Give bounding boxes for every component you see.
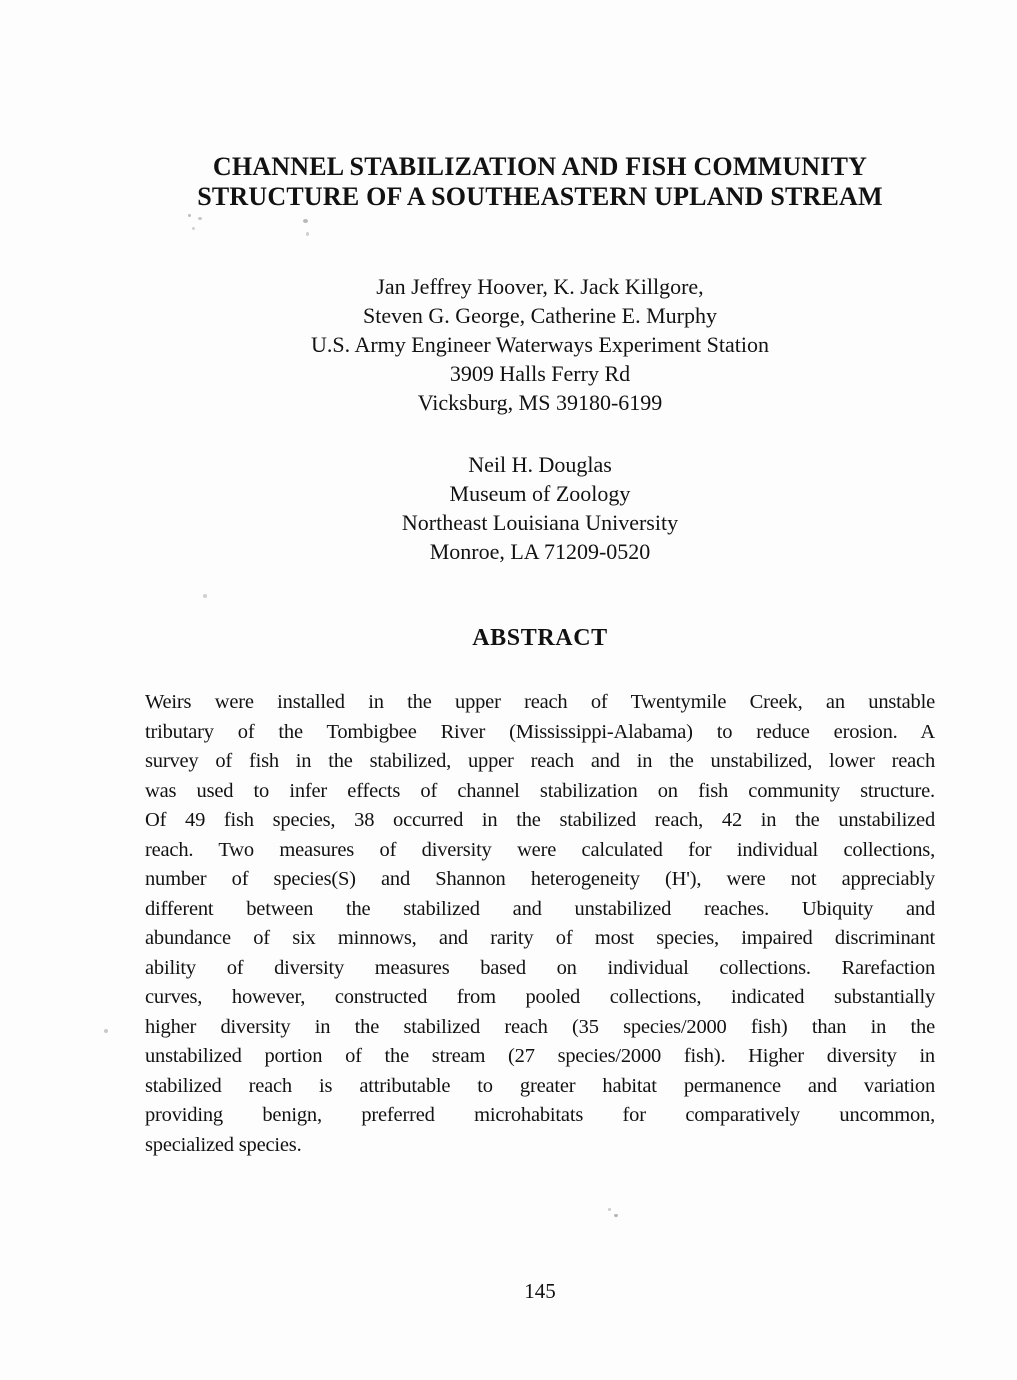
abstract-line: providing benign, preferred microhabitats for comparatively uncommon, <box>145 1104 935 1126</box>
author-names-line: Steven G. George, Catherine E. Murphy <box>363 303 717 328</box>
abstract-heading: ABSTRACT <box>472 625 608 651</box>
text-block <box>145 152 935 1306</box>
paper-title-line-2: STRUCTURE OF A SOUTHEASTERN UPLAND STREAM <box>197 182 883 211</box>
abstract-line: tributary of the Tombigbee River (Mississippi-Alabama) to reduce erosion. A <box>145 720 935 743</box>
address-line: Vicksburg, MS 39180-6199 <box>417 390 663 415</box>
abstract-line: abundance of six minnows, and rarity of most species, impaired discriminant <box>145 927 935 949</box>
author-names-line: Neil H. Douglas <box>468 452 612 477</box>
abstract-line: was used to infer effects of channel stabilization on fish community structure. <box>145 779 935 802</box>
abstract-line: higher diversity in the stabilized reach (35 species/2000 fish) than in the <box>145 1015 935 1038</box>
abstract-line: unstabilized portion of the stream (27 species/2000 fish). Higher diversity in <box>145 1045 935 1067</box>
address-line: 3909 Halls Ferry Rd <box>449 361 631 386</box>
affiliation-line: Museum of Zoology <box>449 481 631 506</box>
abstract-paragraph <box>145 688 935 1160</box>
author-names-line: Jan Jeffrey Hoover, K. Jack Killgore, <box>376 274 704 299</box>
author-affiliation-block-primary <box>145 272 935 417</box>
address-line: Monroe, LA 71209-0520 <box>429 539 651 564</box>
author-affiliation-block-secondary <box>145 450 935 566</box>
page-number: 145 <box>524 1279 556 1303</box>
abstract-line: Weirs were installed in the upper reach of Twentymile Creek, an unstable <box>145 691 935 713</box>
abstract-line: different between the stabilized and unstabilized reaches. Ubiquity and <box>145 897 935 920</box>
abstract-line: curves, however, constructed from pooled collections, indicated substantially <box>145 986 935 1008</box>
affiliation-line: U.S. Army Engineer Waterways Experiment Station <box>311 332 769 357</box>
scan-speck <box>104 1029 108 1033</box>
abstract-line: reach. Two measures of diversity were calculated for individual collections, <box>145 838 935 861</box>
abstract-line: ability of diversity measures based on individual collections. Rarefaction <box>145 956 935 979</box>
paper-title <box>145 152 935 212</box>
abstract-line: survey of fish in the stabilized, upper reach and in the unstabilized, lower reach <box>145 750 935 772</box>
abstract-line: stabilized reach is attributable to greater habitat permanence and variation <box>145 1074 935 1097</box>
abstract-line: Of 49 fish species, 38 occurred in the stabilized reach, 42 in the unstabilized <box>145 809 935 831</box>
abstract-line: specialized species. <box>145 1133 302 1156</box>
paper-title-line-1: CHANNEL STABILIZATION AND FISH COMMUNITY <box>212 152 868 181</box>
abstract-line: number of species(S) and Shannon heterogeneity (H'), were not appreciably <box>145 868 935 890</box>
affiliation-line: Northeast Louisiana University <box>401 510 679 535</box>
